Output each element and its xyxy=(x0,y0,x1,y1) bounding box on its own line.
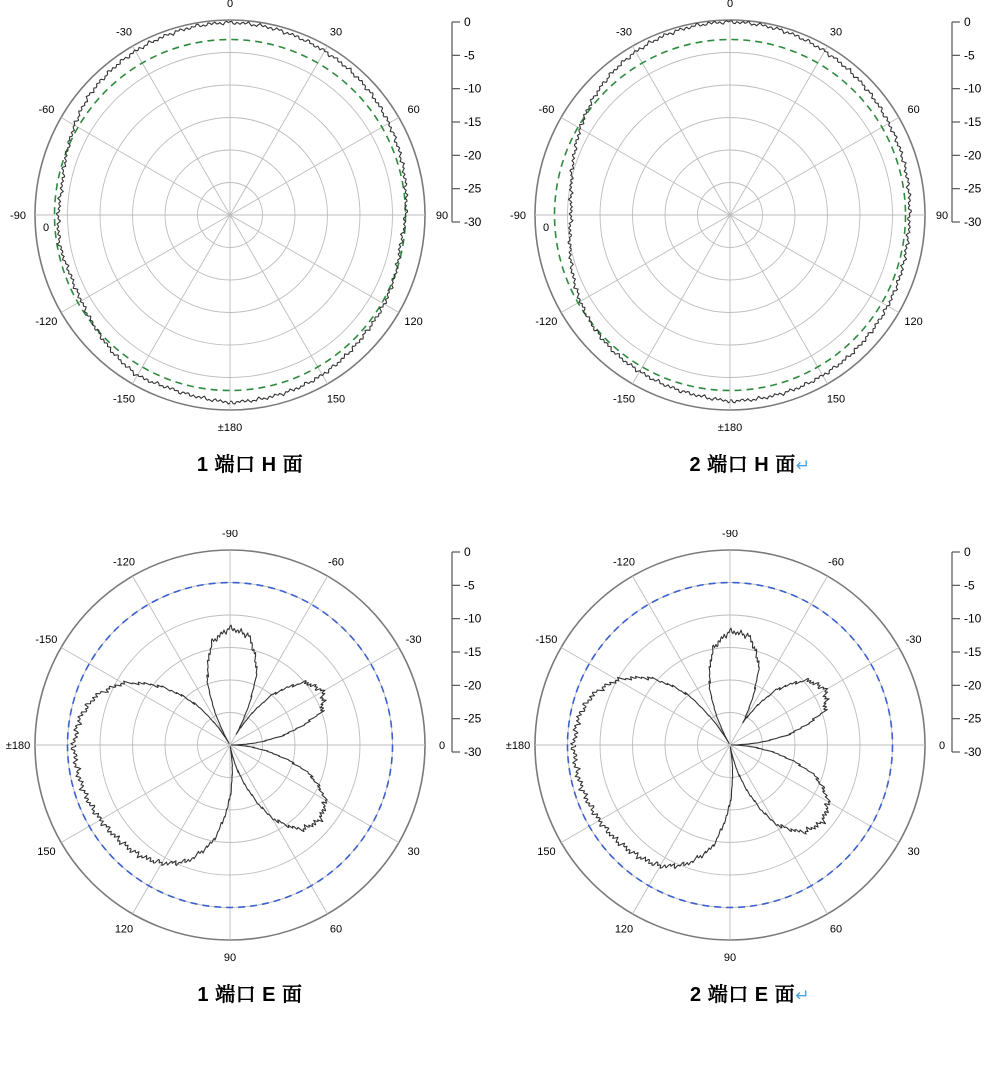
scale-tick-label: -30 xyxy=(464,215,482,229)
angle-tick-label: 0 xyxy=(226,0,234,10)
angle-tick-label: 120 xyxy=(614,923,634,936)
angle-tick-label: -60 xyxy=(538,104,555,116)
angle-tick-label: -90 xyxy=(510,210,526,222)
polar-plot-2-h xyxy=(500,0,1000,440)
angle-tick-label: -90 xyxy=(722,530,738,540)
scale-tick-label: -15 xyxy=(964,645,982,659)
scale-tick-label: -20 xyxy=(464,678,482,693)
angle-tick-label: 0 xyxy=(438,740,446,752)
panel-1-h-caption xyxy=(0,448,500,477)
scale-tick-label: -10 xyxy=(464,611,482,626)
angle-tick-label: -30 xyxy=(116,26,132,39)
angle-tick-label: 150 xyxy=(826,393,846,406)
scale-tick-label: -5 xyxy=(464,578,475,593)
angle-tick-label: -150 xyxy=(35,634,58,646)
polar-plot-1-e xyxy=(0,530,500,970)
scale-tick-label: 0 xyxy=(464,545,471,559)
scale-tick-label: -25 xyxy=(964,711,982,726)
caption-text: 2 端口 E 面 xyxy=(690,984,796,1006)
scale-tick-label: -25 xyxy=(964,181,982,196)
angle-tick-label: 120 xyxy=(904,316,923,328)
angle-tick-label: 90 xyxy=(723,952,737,964)
angle-tick-label: -120 xyxy=(535,316,558,328)
polar-chart-2-e-svg xyxy=(500,530,960,970)
radial-zero-label: 0 xyxy=(43,222,50,234)
angle-tick-label: ±180 xyxy=(5,740,31,752)
angle-tick-label: 30 xyxy=(907,846,920,858)
angle-tick-label: -120 xyxy=(612,556,636,569)
angle-tick-label: -150 xyxy=(612,393,636,406)
polar-chart-2-h-svg xyxy=(500,0,960,440)
angle-tick-label: -60 xyxy=(828,556,844,569)
angle-tick-label: -30 xyxy=(616,26,632,39)
angle-tick-label: 30 xyxy=(329,26,343,39)
pilcrow-mark: ↵ xyxy=(795,456,811,475)
angle-tick-label: -30 xyxy=(405,634,422,646)
pilcrow-mark: ↵ xyxy=(795,986,810,1005)
scale-tick-label: -10 xyxy=(464,81,482,96)
scale-tick-label: 0 xyxy=(464,15,471,29)
panel-2-h-caption xyxy=(500,448,1000,477)
angle-tick-label: 30 xyxy=(829,26,843,39)
scale-tick-label: -30 xyxy=(964,745,982,759)
angle-tick-label: ±180 xyxy=(217,422,243,434)
panel-1-e xyxy=(0,530,500,1060)
scale-tick-label: -20 xyxy=(464,148,482,163)
angle-tick-label: 150 xyxy=(326,393,346,406)
angle-tick-label: 90 xyxy=(435,210,449,222)
panel-1-e-caption xyxy=(0,978,500,1007)
angle-tick-label: 60 xyxy=(829,923,843,936)
angle-tick-label: 120 xyxy=(114,923,134,936)
angle-tick-label: -120 xyxy=(35,316,58,328)
scale-tick-label: -15 xyxy=(464,115,482,129)
angle-tick-label: 150 xyxy=(37,846,56,858)
caption-text: 1 端口 E 面 xyxy=(197,984,303,1006)
caption-text: 2 端口 H 面 xyxy=(689,454,796,476)
angle-tick-label: -30 xyxy=(905,634,922,646)
angle-tick-label: 60 xyxy=(329,923,343,936)
angle-tick-label: ±180 xyxy=(717,422,743,434)
scale-tick-label: 0 xyxy=(964,545,971,559)
scale-tick-label: -5 xyxy=(964,578,975,593)
angle-tick-label: 120 xyxy=(404,316,423,328)
angle-tick-label: 0 xyxy=(726,0,734,10)
scale-tick-label: -30 xyxy=(464,745,482,759)
scale-bar-1-e xyxy=(440,530,500,970)
polar-chart-1-e-svg xyxy=(0,530,460,970)
scale-tick-label: -10 xyxy=(964,611,982,626)
scale-bar-2-h xyxy=(940,0,1000,440)
panel-1-h xyxy=(0,0,500,530)
polar-plot-2-e xyxy=(500,530,1000,970)
scale-tick-label: -5 xyxy=(964,48,975,63)
angle-tick-label: -120 xyxy=(112,556,136,569)
caption-text: 1 端口 H 面 xyxy=(196,454,304,476)
scale-bar-2-e xyxy=(940,530,1000,970)
angle-tick-label: -90 xyxy=(10,210,26,222)
scale-tick-label: -20 xyxy=(964,148,982,163)
angle-tick-label: 30 xyxy=(407,846,420,858)
scale-tick-label: -25 xyxy=(464,711,482,726)
angle-tick-label: -150 xyxy=(535,634,558,646)
angle-tick-label: 150 xyxy=(537,846,556,858)
scale-tick-label: -5 xyxy=(464,48,475,63)
angle-tick-label: 90 xyxy=(223,952,237,964)
radial-zero-label: 0 xyxy=(543,222,550,234)
angle-tick-label: -60 xyxy=(328,556,344,569)
polar-plot-1-h xyxy=(0,0,500,440)
panel-2-e xyxy=(500,530,1000,1060)
polar-chart-1-h-svg xyxy=(0,0,460,440)
angle-tick-label: -90 xyxy=(222,530,238,540)
angle-tick-label: 0 xyxy=(938,740,946,752)
angle-tick-label: 60 xyxy=(407,104,420,116)
angle-tick-label: -150 xyxy=(112,393,136,406)
panel-2-e-caption xyxy=(500,978,1000,1007)
scale-tick-label: -15 xyxy=(464,645,482,659)
panel-2-h xyxy=(500,0,1000,530)
angle-tick-label: 90 xyxy=(935,210,949,222)
scale-tick-label: -20 xyxy=(964,678,982,693)
angle-tick-label: 60 xyxy=(907,104,920,116)
angle-tick-label: ±180 xyxy=(505,740,531,752)
scale-bar-1-h xyxy=(440,0,500,440)
scale-tick-label: -10 xyxy=(964,81,982,96)
scale-tick-label: -30 xyxy=(964,215,982,229)
scale-tick-label: -25 xyxy=(464,181,482,196)
angle-tick-label: -60 xyxy=(38,104,55,116)
scale-tick-label: -15 xyxy=(964,115,982,129)
scale-tick-label: 0 xyxy=(964,15,971,29)
